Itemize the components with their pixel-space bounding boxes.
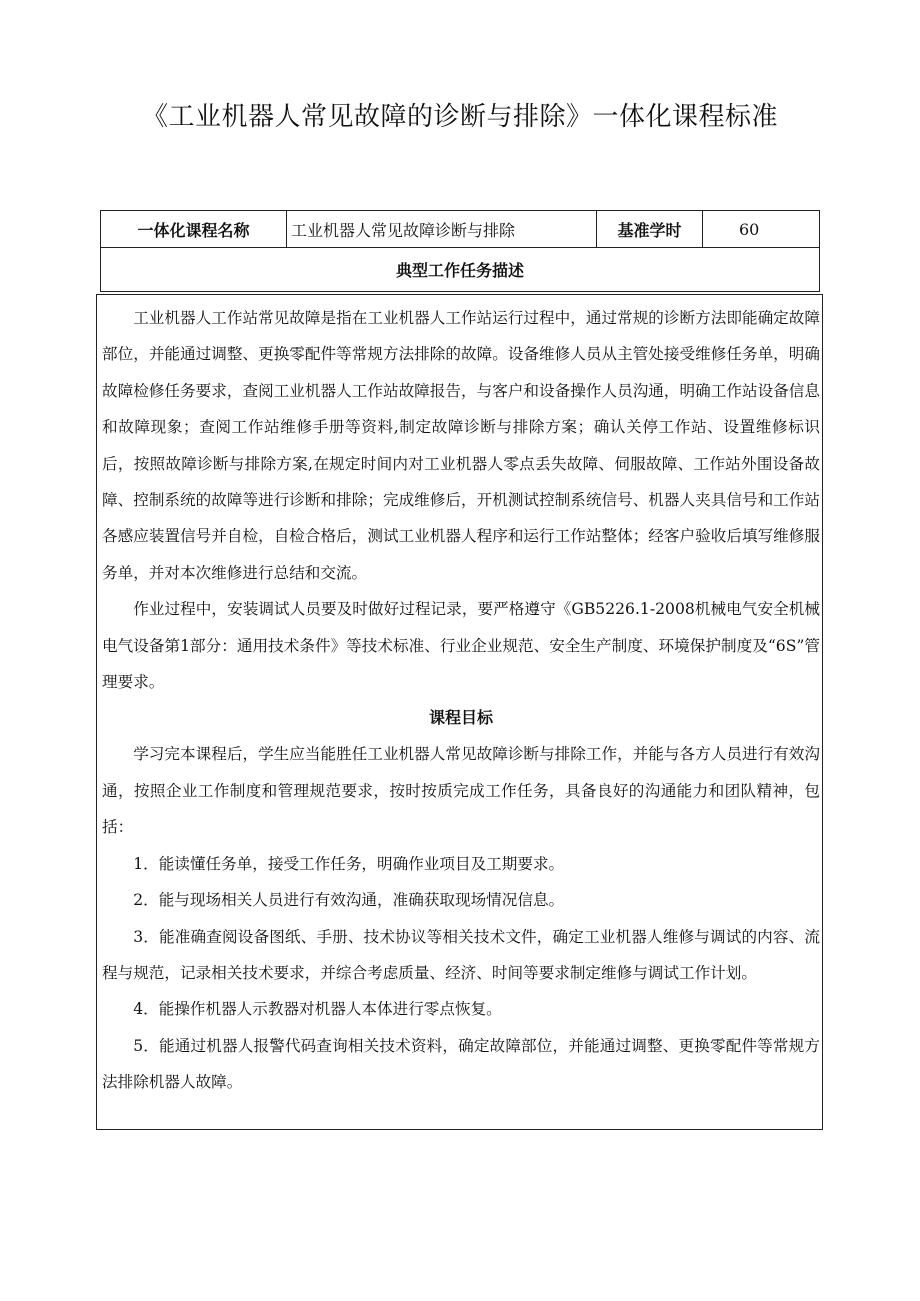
hours-label: 基准学时 (597, 211, 703, 247)
task-paragraph: 工业机器人工作站常见故障是指在工业机器人工作站运行过程中，通过常规的诊断方法即能确定故障部位，并能通过调整、更换零配件等常规方法排除的故障。设备维修人员从主管处接受维修任务单，明确故障检修任务要求，查阅工业机器人工作站故障报告，与客户和设备操作人员沟通，明确工作站设备信息和故障现象；查阅工作站维修手册等资料,制定故障诊断与排除方案；确认关停工作站、设置维修标识后，按照故障诊断与排除方案,在规定时间内对工业机器人零点丢失故障、伺服故障、工作站外围设备故障、控制系统的故障等进行诊断和排除；完成维修后，开机测试控制系统信号、机器人夹具信号和工作站各感应装置信号并自检，自检合格后，测试工业机器人程序和运行工作站整体；经客户验收后填写维修服务单，并对本次维修进行总结和交流。 (102, 309, 820, 582)
task-section-heading: 典型工作任务描述 (100, 248, 820, 292)
task-paragraph: 作业过程中，安装调试人员要及时做好过程记录，要严格遵守《GB5226.1-2008机械电气安全机械电气设备第1部分：通用技术条件》等技术标准、行业企业规范、安全生产制度、环境保护制度及“6S”管理要求。 (102, 600, 820, 692)
course-info-row (100, 210, 820, 248)
goal-item: 1．能读懂任务单，接受工作任务，明确作业项目及工期要求。 (133, 854, 565, 873)
document-title: 《工业机器人常见故障的诊断与排除》一体化课程标准 (141, 102, 778, 132)
goal-item: 5．能通过机器人报警代码查询相关技术资料，确定故障部位，并能通过调整、更换零配件等常规方法排除机器人故障。 (102, 1036, 820, 1092)
content-box (96, 294, 823, 1130)
goal-item: 3．能准确查阅设备图纸、手册、技术协议等相关技术文件，确定工业机器人维修与调试的内容、流程与规范，记录相关技术要求，并综合考虑质量、经济、时间等要求制定维修与调试工作计划。 (102, 927, 820, 982)
goal-item: 4．能操作机器人示教器对机器人本体进行零点恢复。 (133, 1000, 502, 1019)
course-name-value: 工业机器人常见故障诊断与排除 (287, 211, 597, 247)
goal-item: 2．能与现场相关人员进行有效沟通，准确获取现场情况信息。 (133, 891, 565, 910)
course-table (100, 210, 820, 292)
goals-heading: 课程目标 (428, 708, 493, 728)
goals-intro: 学习完本课程后，学生应当能胜任工业机器人常见故障诊断与排除工作，并能与各方人员进行有效沟通，按照企业工作制度和管理规范要求，按时按质完成工作任务，具备良好的沟通能力和团队精神，包括： (102, 745, 820, 837)
course-name-label: 一体化课程名称 (101, 211, 287, 247)
hours-value: 60 (739, 219, 760, 239)
